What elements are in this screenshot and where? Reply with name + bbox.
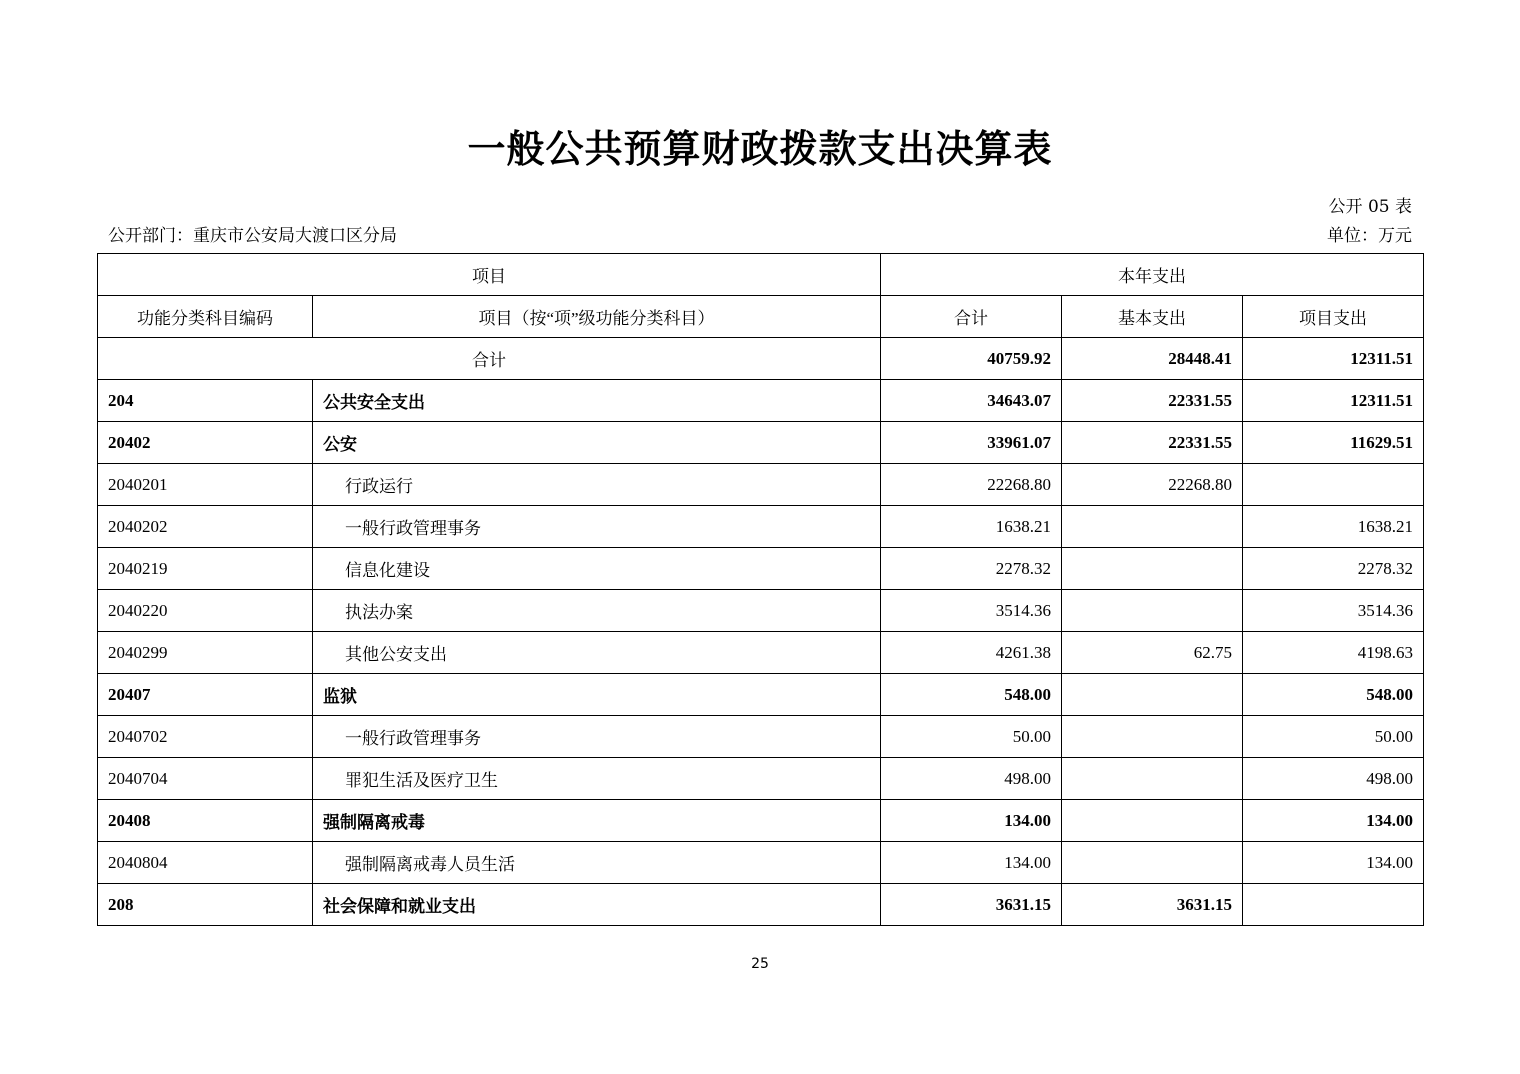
budget-table-body [98, 254, 1424, 926]
row-name: 强制隔离戒毒 [313, 800, 881, 842]
row-name: 公安 [313, 422, 881, 464]
row-name: 其他公安支出 [313, 632, 881, 674]
total-row-item: 12311.51 [1243, 338, 1424, 380]
row-basic [1062, 716, 1243, 758]
row-name: 信息化建设 [313, 548, 881, 590]
row-basic [1062, 506, 1243, 548]
row-total: 2278.32 [881, 548, 1062, 590]
row-code: 2040219 [98, 548, 313, 590]
header-row-1 [98, 254, 1424, 296]
table-row [98, 716, 1424, 758]
row-total: 3514.36 [881, 590, 1062, 632]
table-row [98, 548, 1424, 590]
table-row [98, 506, 1424, 548]
row-basic [1062, 758, 1243, 800]
row-item [1243, 884, 1424, 926]
table-row [98, 422, 1424, 464]
row-name: 执法办案 [313, 590, 881, 632]
row-item: 2278.32 [1243, 548, 1424, 590]
row-code: 20408 [98, 800, 313, 842]
table-row [98, 590, 1424, 632]
total-row [98, 338, 1424, 380]
row-basic [1062, 674, 1243, 716]
table-row [98, 464, 1424, 506]
row-basic: 22331.55 [1062, 422, 1243, 464]
row-basic: 22268.80 [1062, 464, 1243, 506]
row-code: 204 [98, 380, 313, 422]
total-row-label: 合计 [98, 338, 881, 380]
unit-label: 单位：万元 [1327, 226, 1412, 246]
row-item: 548.00 [1243, 674, 1424, 716]
row-item: 11629.51 [1243, 422, 1424, 464]
budget-table [97, 253, 1424, 926]
row-code: 2040201 [98, 464, 313, 506]
form-number: 公开 05 表 [1328, 197, 1412, 217]
total-row-total: 40759.92 [881, 338, 1062, 380]
header-total: 合计 [881, 296, 1062, 338]
header-project: 项目 [98, 254, 881, 296]
page-number: 25 [751, 956, 769, 972]
row-name: 强制隔离戒毒人员生活 [313, 842, 881, 884]
row-name: 一般行政管理事务 [313, 506, 881, 548]
row-total: 22268.80 [881, 464, 1062, 506]
row-item: 1638.21 [1243, 506, 1424, 548]
row-total: 33961.07 [881, 422, 1062, 464]
header-code: 功能分类科目编码 [98, 296, 313, 338]
row-name: 一般行政管理事务 [313, 716, 881, 758]
row-item: 50.00 [1243, 716, 1424, 758]
row-name: 行政运行 [313, 464, 881, 506]
header-basic: 基本支出 [1062, 296, 1243, 338]
row-total: 34643.07 [881, 380, 1062, 422]
row-total: 3631.15 [881, 884, 1062, 926]
row-basic [1062, 548, 1243, 590]
row-item: 4198.63 [1243, 632, 1424, 674]
row-basic: 62.75 [1062, 632, 1243, 674]
row-item: 3514.36 [1243, 590, 1424, 632]
header-name: 项目（按“项”级功能分类科目） [313, 296, 881, 338]
row-item: 134.00 [1243, 800, 1424, 842]
row-total: 4261.38 [881, 632, 1062, 674]
row-code: 20402 [98, 422, 313, 464]
table-row [98, 758, 1424, 800]
header-row-2 [98, 296, 1424, 338]
row-total: 50.00 [881, 716, 1062, 758]
table-row [98, 884, 1424, 926]
row-code: 2040804 [98, 842, 313, 884]
row-name: 公共安全支出 [313, 380, 881, 422]
department-label: 公开部门：重庆市公安局大渡口区分局 [108, 226, 397, 246]
row-basic [1062, 800, 1243, 842]
header-current-year: 本年支出 [881, 254, 1424, 296]
row-name: 罪犯生活及医疗卫生 [313, 758, 881, 800]
row-total: 1638.21 [881, 506, 1062, 548]
row-code: 2040702 [98, 716, 313, 758]
row-total: 134.00 [881, 842, 1062, 884]
header-item: 项目支出 [1243, 296, 1424, 338]
row-basic [1062, 590, 1243, 632]
row-name: 监狱 [313, 674, 881, 716]
row-basic: 3631.15 [1062, 884, 1243, 926]
row-code: 2040704 [98, 758, 313, 800]
total-row-basic: 28448.41 [1062, 338, 1243, 380]
row-item [1243, 464, 1424, 506]
row-item: 134.00 [1243, 842, 1424, 884]
page-title: 一般公共预算财政拨款支出决算表 [467, 127, 1053, 171]
table-row [98, 632, 1424, 674]
row-item: 12311.51 [1243, 380, 1424, 422]
row-item: 498.00 [1243, 758, 1424, 800]
row-basic: 22331.55 [1062, 380, 1243, 422]
row-basic [1062, 842, 1243, 884]
row-code: 2040202 [98, 506, 313, 548]
table-row [98, 380, 1424, 422]
table-row [98, 800, 1424, 842]
row-total: 548.00 [881, 674, 1062, 716]
row-total: 498.00 [881, 758, 1062, 800]
row-name: 社会保障和就业支出 [313, 884, 881, 926]
row-code: 208 [98, 884, 313, 926]
row-code: 2040220 [98, 590, 313, 632]
row-code: 20407 [98, 674, 313, 716]
table-row [98, 842, 1424, 884]
row-code: 2040299 [98, 632, 313, 674]
table-row [98, 674, 1424, 716]
row-total: 134.00 [881, 800, 1062, 842]
